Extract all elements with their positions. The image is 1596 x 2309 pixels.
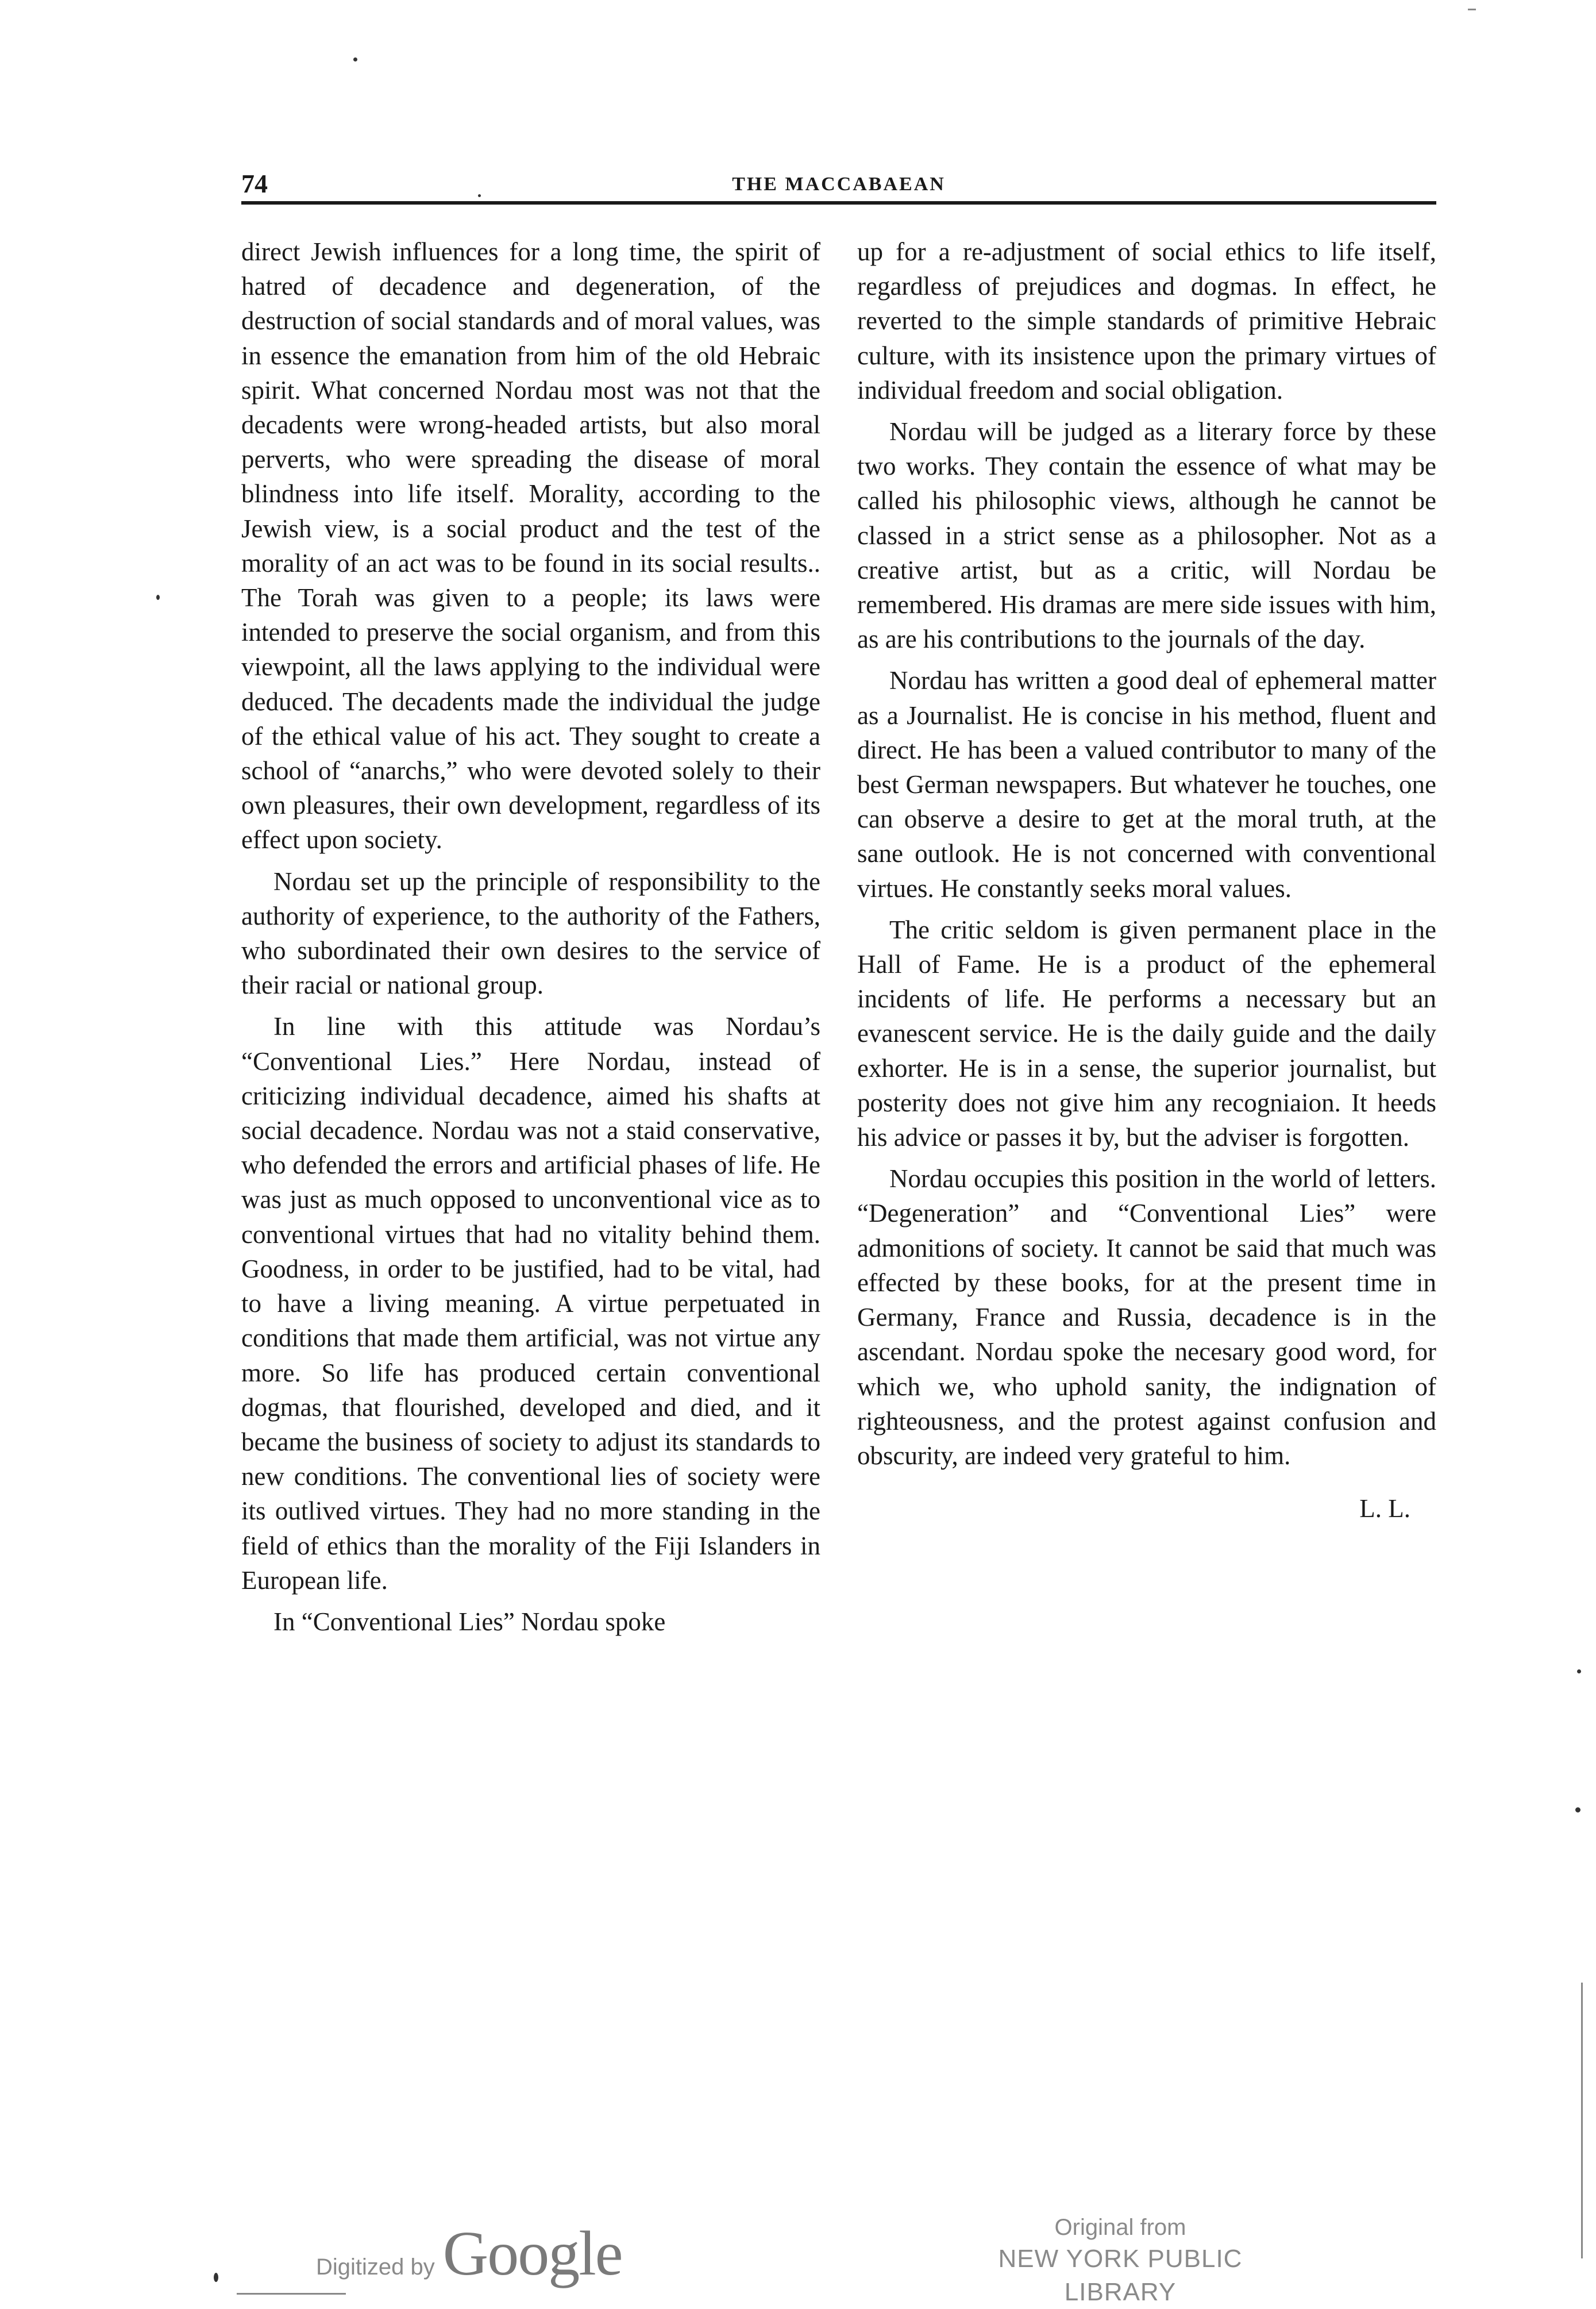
page-header <box>241 170 1436 198</box>
scan-speck <box>1577 1669 1581 1673</box>
author-signature: L. L. <box>1359 1494 1410 1523</box>
page-number: 74 <box>241 169 268 198</box>
scan-speck <box>156 595 160 600</box>
paragraph: Nordau has written a good deal of ephemeral matter as a Journalist. He is concise in his method, fluent and direct. He has been a valued contributor to many of the best German newspapers. But whatever he touches, one can observe a desire to get at the moral truth, at the sane outlook. He is not concerned with conventional virtues. He constantly seeks moral values. <box>857 666 1436 903</box>
scan-speck <box>353 57 357 61</box>
paragraph: Nordau occupies this position in the world of letters. “Degeneration” and “Conventional Lies” were admonitions of society. It cannot be said that much was effected by these books, for at the present time in Germany, France and Russia, decadence is in the ascendant. Nordau spoke the necesary good word, for which we, who uphold sanity, the indignation of righteousness, and the protest against confusion and obscurity, are indeed very grateful to him. <box>857 1164 1436 1470</box>
left-column <box>241 234 820 1639</box>
running-head: THE MACCABAEAN <box>732 174 946 195</box>
scan-speck <box>214 2273 218 2282</box>
digitized-by-label: Digitized by <box>316 2254 435 2280</box>
paragraph: In “Conventional Lies” Nordau spoke <box>273 1607 666 1636</box>
paragraph: Nordau will be judged as a literary force by these two works. They contain the essence of what may be called his philosophic views, although he cannot be classed in a strict sense as a philosopher. Not as a creative artist, but as a critic, will Nordau be remembered. His dramas are mere side issues with him, as are his contributions to the journals of the day. <box>857 417 1436 654</box>
scan-edge-line <box>1468 9 1476 10</box>
paragraph: direct Jewish influences for a long time, the spirit of hatred of decadence and degeneration, of the destruction of social standards and of moral values, was in essence the emanation from him of the old Hebraic spirit. What concerned Nordau most was not that the decadents were wrong-headed artists, but also moral perverts, who were spreading the disease of moral blindness into life itself. Morality, according to the Jewish view, is a social product and the test of the morality of an act was to be found in its social results.. The Torah was given to a people; its laws were intended to preserve the social organism, and from this viewpoint, all the laws applying to the individual were deduced. The decadents made the individual the judge of the ethical value of his act. They sought to create a school of “anarchs,” who were devoted solely to their own pleasures, their own development, regardless of its effect upon society. <box>241 237 820 855</box>
digitized-by-watermark <box>316 2217 622 2286</box>
paragraph: The critic seldom is given permanent place in the Hall of Fame. He is a product of the ephemeral incidents of life. He performs a necessary but an evanescent service. He is the daily guide and the daily exhorter. He is in a sense, the superior journalist, but posterity does not give him any recogniaion. It heeds his advice or passes it by, but the adviser is forgotten. <box>857 915 1436 1152</box>
paragraph: In line with this attitude was Nordau’s “Conventional Lies.” Here Nordau, instead of criticizing individual decadence, aimed his shafts at social decadence. Nordau was not a staid conservative, who defended the errors and artificial phases of life. He was just as much opposed to unconventional vice as to conventional virtues that had no vitality behind them. Goodness, in order to be justified, had to be vital, had to have a living meaning. A virtue perpetuated in conditions that made them artificial, was not virtue any more. So life has produced certain conventional dogmas, that flourished, developed and died, and it became the business of society to adjust its standards to new conditions. The conventional lies of society were its outlived virtues. They had no more standing in the field of ethics than the morality of the Fiji Islanders in European life. <box>241 1012 820 1595</box>
paragraph: Nordau set up the principle of responsibility to the authority of experience, to the authority of the Fathers, who subordinated their own desires to the service of their racial or national group. <box>241 867 820 1000</box>
original-from-label: Original from <box>1054 2215 1186 2240</box>
header-rule <box>241 201 1436 205</box>
paragraph: up for a re-adjustment of social ethics to life itself, regardless of prejudices and dogmas. In effect, he reverted to the simple standards of primitive Hebraic culture, with its insistence upon the primary virtues of individual freedom and social obligation. <box>857 237 1436 405</box>
scan-speck <box>478 194 481 197</box>
scan-edge-line <box>237 2293 346 2295</box>
library-name: NEW YORK PUBLIC LIBRARY <box>998 2245 1243 2306</box>
scan-edge-line <box>1581 1983 1583 2258</box>
google-logo: Google <box>442 2218 622 2288</box>
scan-speck <box>1575 1807 1580 1812</box>
original-source-watermark <box>942 2212 1298 2309</box>
right-column <box>857 234 1436 1526</box>
